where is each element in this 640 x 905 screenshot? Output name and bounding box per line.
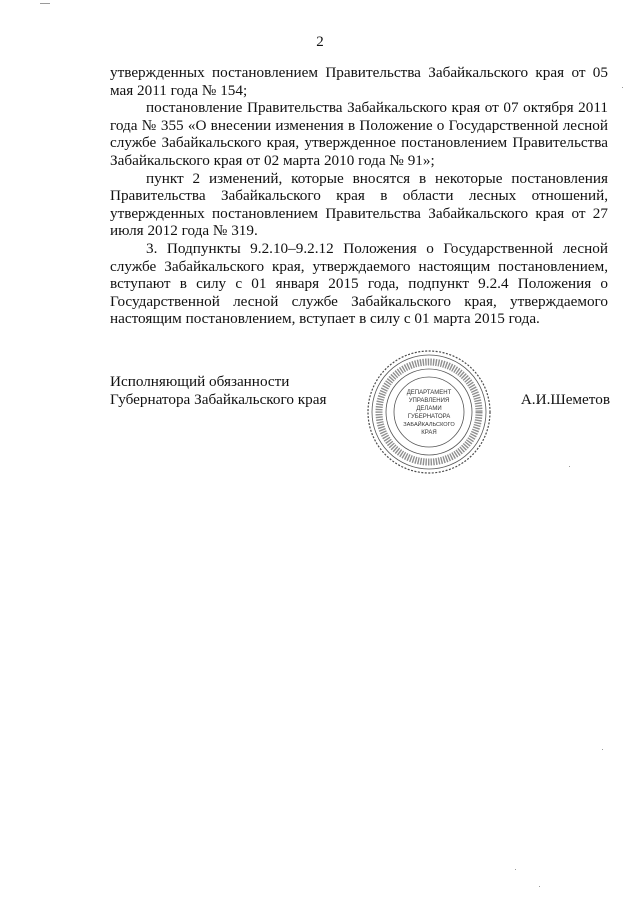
signatory-position-line1: Исполняющий обязанности — [110, 373, 290, 390]
seal-center-line-2: УПРАВЛЕНИЯ — [408, 398, 450, 404]
paragraph-clause-3: 3. Подпункты 9.2.10–9.2.12 Положения о Государственной лесной службе Забайкальского края, утверждаемого настоящим постановлением, вступают в силу с 01 января 2015 года, подпункт 9.2.4 Положения о Государственной лесной службе Забайкальского края, утверждаемого настоящим постановлением, вступает в силу с 01 марта 2015 года. — [110, 239, 608, 328]
paragraph-resolution-355: постановление Правительства Забайкальского края от 07 октября 2011 года № 355 «О внесении изменения в Положение о Государственной лесной службе Забайкальского края, утвержденное постановлением Правительства Забайкальского края от 02 марта 2010 года № 91»; — [110, 99, 608, 169]
scan-speck — [539, 886, 540, 887]
seal-center-line-3: ДЕЛАМИ — [416, 406, 442, 412]
signatory-name: А.И.Шеметов — [520, 391, 610, 408]
seal-center-line-1: ДЕПАРТАМЕНТ — [406, 390, 452, 396]
document-body — [110, 64, 608, 328]
signatory-position — [110, 373, 326, 409]
seal-center-line-4: ГУБЕРНАТОРА — [407, 414, 451, 420]
seal-center-line-6: КРАЯ — [421, 430, 437, 436]
scan-speck — [602, 749, 603, 750]
scan-speck — [622, 87, 623, 88]
seal-graphic — [364, 347, 494, 477]
signatory-position-line2: Губернатора Забайкальского края — [110, 391, 327, 408]
paragraph-resolution-319: пункт 2 изменений, которые вносятся в некоторые постановления Правительства Забайкальского края в области лесных отношений, утвержденных постановлением Правительства Забайкальского края от 27 июля 2012 года № 319. — [110, 169, 608, 240]
seal-center-line-5: ЗАБАЙКАЛЬСКОГО — [403, 422, 455, 428]
page-number: 2 — [316, 34, 324, 50]
official-seal — [364, 347, 494, 477]
scan-speck — [515, 869, 516, 870]
scan-speck — [569, 466, 570, 467]
paragraph-continuation: утвержденных постановлением Правительства Забайкальского края от 05 мая 2011 года № 154; — [110, 64, 608, 99]
scan-speck — [40, 3, 50, 4]
